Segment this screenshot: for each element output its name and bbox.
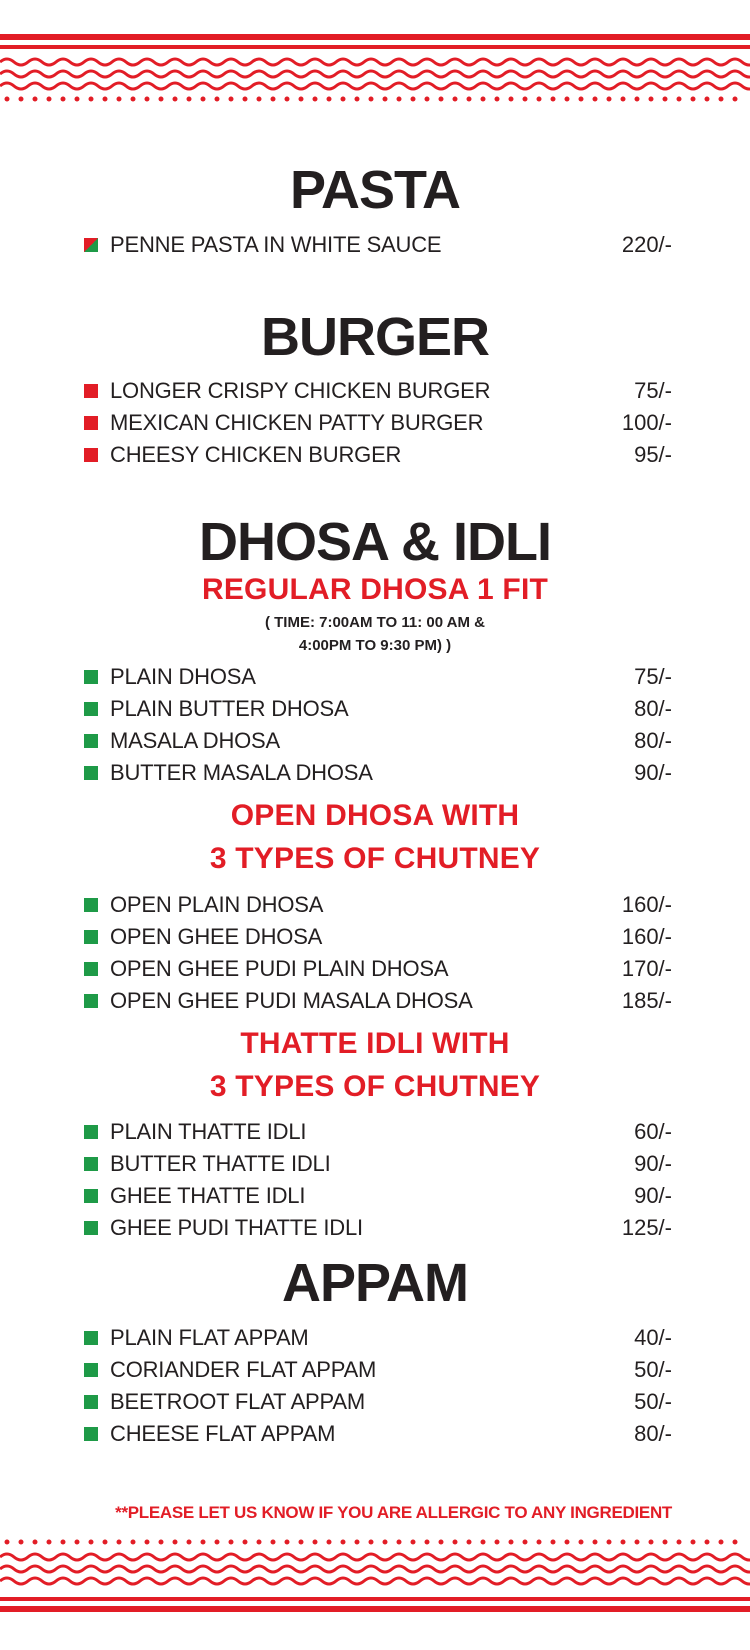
pasta-item-list xyxy=(0,229,750,261)
thatte-idli-item-list xyxy=(0,1116,750,1244)
menu-item xyxy=(0,921,750,953)
veg-marker-icon xyxy=(84,702,98,716)
veg-marker-icon xyxy=(84,962,98,976)
item-price: 95/- xyxy=(634,442,672,467)
appam-item-list xyxy=(0,1322,750,1450)
menu-item xyxy=(0,757,750,789)
veg-marker-icon xyxy=(84,1157,98,1171)
menu-item xyxy=(0,693,750,725)
section-title-dhosa-idli: DHOSA & IDLI xyxy=(199,512,551,572)
menu-item xyxy=(0,375,750,407)
veg-marker-icon xyxy=(84,1221,98,1235)
item-price: 80/- xyxy=(634,1421,672,1446)
item-price: 50/- xyxy=(634,1389,672,1414)
menu-item xyxy=(0,985,750,1017)
item-price: 125/- xyxy=(621,1215,672,1240)
item-price: 90/- xyxy=(634,1183,672,1208)
item-name: MASALA DHOSA xyxy=(110,728,280,753)
subsection-title-thatte-idli-line-1: THATTE IDLI WITH xyxy=(240,1027,510,1060)
item-price: 185/- xyxy=(621,988,672,1013)
menu-item xyxy=(0,1212,750,1244)
veg-marker-icon xyxy=(84,1395,98,1409)
section-title-burger: BURGER xyxy=(260,307,489,367)
item-price: 60/- xyxy=(634,1119,672,1144)
menu-item xyxy=(0,1354,750,1386)
item-name: OPEN GHEE PUDI MASALA DHOSA xyxy=(110,988,473,1013)
open-dhosa-item-list xyxy=(0,889,750,1017)
burger-item-list xyxy=(0,375,750,471)
timing-note-line-2: 4:00PM TO 9:30 PM) ) xyxy=(298,637,452,654)
item-name: CHEESY CHICKEN BURGER xyxy=(110,442,402,467)
item-name: OPEN GHEE DHOSA xyxy=(110,924,323,949)
menu-item xyxy=(0,725,750,757)
item-price: 80/- xyxy=(634,696,672,721)
non-veg-marker-icon xyxy=(84,238,98,252)
item-price: 40/- xyxy=(634,1325,672,1350)
veg-marker-icon xyxy=(84,1363,98,1377)
item-name: PLAIN BUTTER DHOSA xyxy=(110,696,349,721)
item-name: MEXICAN CHICKEN PATTY BURGER xyxy=(110,410,484,435)
item-name: CHEESE FLAT APPAM xyxy=(110,1421,336,1446)
allergy-footnote: **PLEASE LET US KNOW IF YOU ARE ALLERGIC TO ANY INGREDIENT xyxy=(115,1503,672,1522)
item-name: GHEE THATTE IDLI xyxy=(110,1183,306,1208)
menu-item xyxy=(0,439,750,471)
menu-item xyxy=(0,1386,750,1418)
subsection-title-open-dhosa-line-2: 3 TYPES OF CHUTNEY xyxy=(209,842,541,875)
veg-marker-icon xyxy=(84,994,98,1008)
veg-marker-icon xyxy=(84,1189,98,1203)
item-price: 90/- xyxy=(634,760,672,785)
regular-dhosa-item-list xyxy=(0,661,750,789)
item-name: PENNE PASTA IN WHITE SAUCE xyxy=(110,232,442,257)
non-veg-marker-icon xyxy=(84,384,98,398)
item-price: 170/- xyxy=(621,956,672,981)
menu-item xyxy=(0,1116,750,1148)
subsection-title-open-dhosa-line-1: OPEN DHOSA WITH xyxy=(230,799,520,832)
menu-item xyxy=(0,1180,750,1212)
item-price: 220/- xyxy=(621,232,672,257)
veg-marker-icon xyxy=(84,930,98,944)
veg-marker-icon xyxy=(84,1125,98,1139)
menu-item xyxy=(0,229,750,261)
item-name: BUTTER THATTE IDLI xyxy=(110,1151,331,1176)
menu-item xyxy=(0,1322,750,1354)
item-name: LONGER CRISPY CHICKEN BURGER xyxy=(110,378,491,403)
bottom-decorative-border xyxy=(0,1538,750,1618)
non-veg-marker-icon xyxy=(84,416,98,430)
veg-marker-icon xyxy=(84,1427,98,1441)
item-price: 75/- xyxy=(634,664,672,689)
item-name: PLAIN FLAT APPAM xyxy=(110,1325,309,1350)
menu-item xyxy=(0,953,750,985)
subsection-title-regular-dhosa: REGULAR DHOSA 1 FIT xyxy=(201,573,549,606)
section-title-pasta: PASTA xyxy=(290,160,460,220)
item-price: 100/- xyxy=(621,410,672,435)
item-price: 50/- xyxy=(634,1357,672,1382)
timing-note-line-1: ( TIME: 7:00AM TO 11: 00 AM & xyxy=(264,614,486,631)
subsection-title-thatte-idli-line-2: 3 TYPES OF CHUTNEY xyxy=(209,1070,541,1103)
item-price: 160/- xyxy=(621,924,672,949)
item-name: BEETROOT FLAT APPAM xyxy=(110,1389,365,1414)
item-name: PLAIN DHOSA xyxy=(110,664,256,689)
veg-marker-icon xyxy=(84,1331,98,1345)
item-name: OPEN PLAIN DHOSA xyxy=(110,892,324,917)
veg-marker-icon xyxy=(84,734,98,748)
veg-marker-icon xyxy=(84,670,98,684)
item-price: 90/- xyxy=(634,1151,672,1176)
veg-marker-icon xyxy=(84,898,98,912)
item-price: 160/- xyxy=(621,892,672,917)
menu-item xyxy=(0,1418,750,1450)
section-title-appam: APPAM xyxy=(281,1253,468,1313)
menu-item xyxy=(0,661,750,693)
item-name: GHEE PUDI THATTE IDLI xyxy=(110,1215,363,1240)
item-price: 75/- xyxy=(634,378,672,403)
item-name: BUTTER MASALA DHOSA xyxy=(110,760,373,785)
item-name: PLAIN THATTE IDLI xyxy=(110,1119,307,1144)
menu-item xyxy=(0,889,750,921)
non-veg-marker-icon xyxy=(84,448,98,462)
item-name: OPEN GHEE PUDI PLAIN DHOSA xyxy=(110,956,449,981)
veg-marker-icon xyxy=(84,766,98,780)
item-name: CORIANDER FLAT APPAM xyxy=(110,1357,377,1382)
menu-item xyxy=(0,1148,750,1180)
menu-item xyxy=(0,407,750,439)
item-price: 80/- xyxy=(634,728,672,753)
